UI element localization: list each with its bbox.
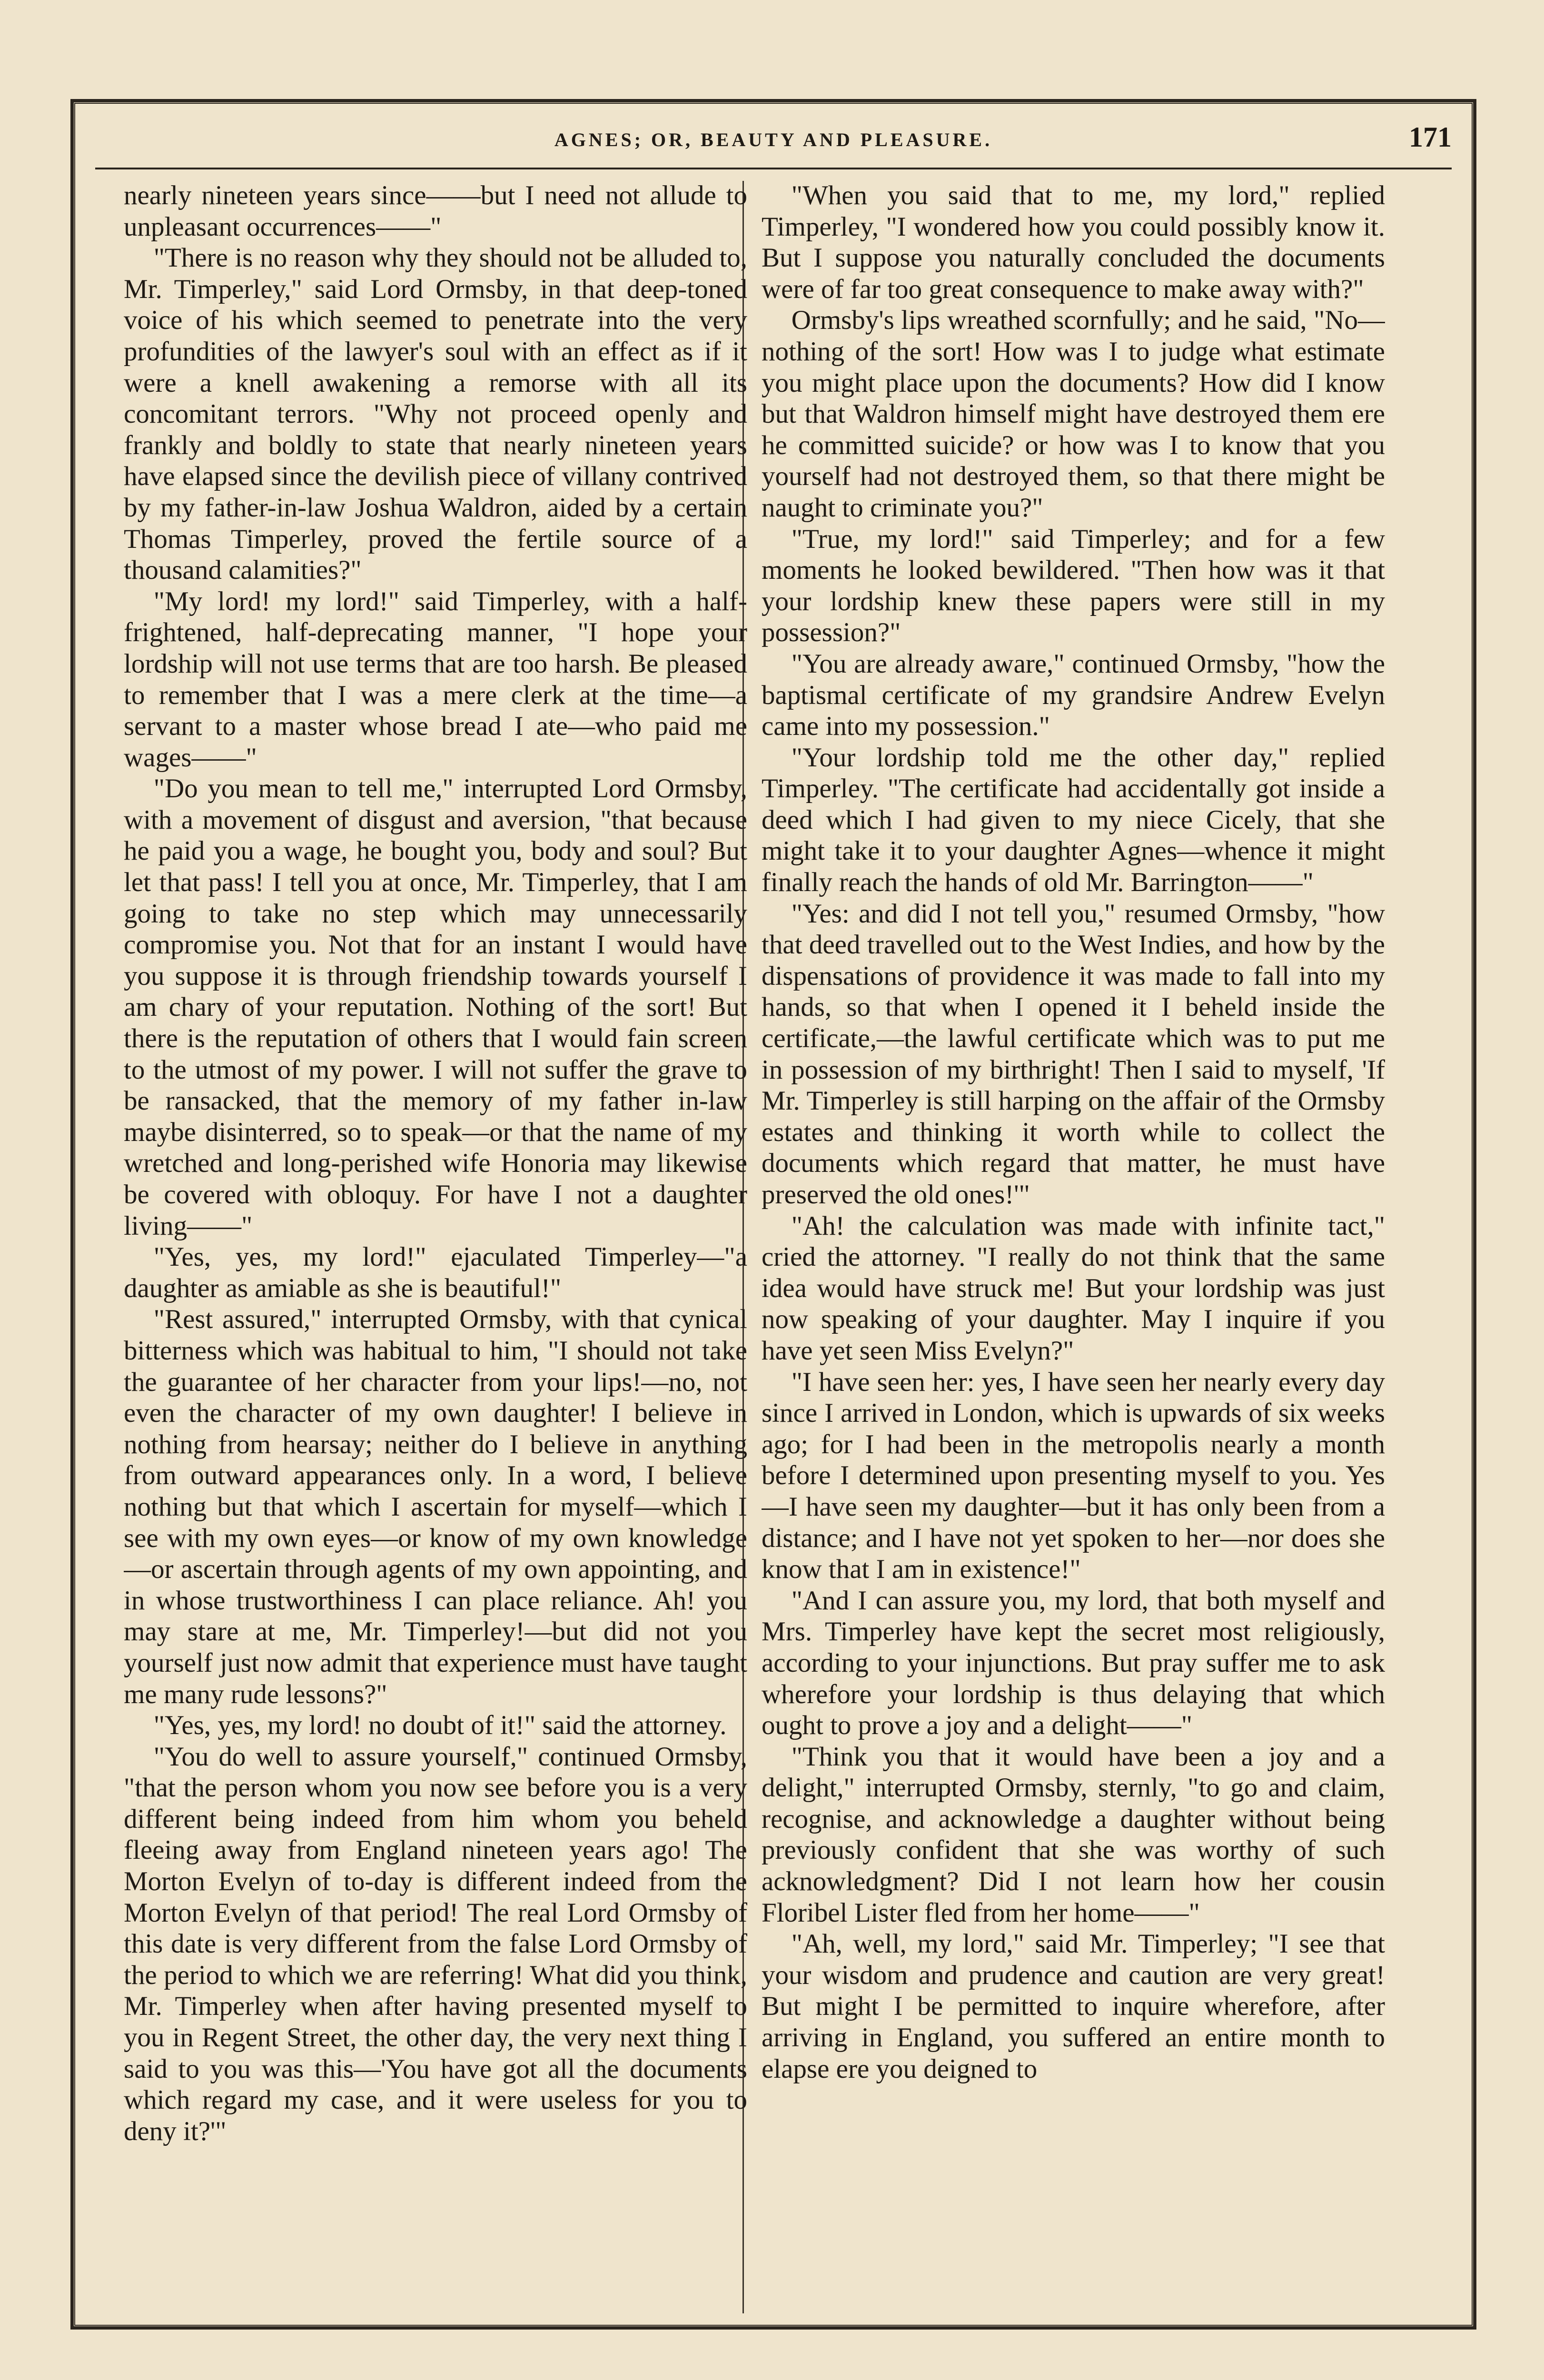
paragraph: "When you said that to me, my lord," replied Timperley, "I wondered how you could possibly know it. But I suppose you naturally concluded the documents were of far too great consequence to make away with?" xyxy=(762,180,1385,304)
running-title: AGNES; OR, BEAUTY AND PLEASURE. xyxy=(554,129,993,150)
paragraph: "You are already aware," continued Ormsby, "how the baptismal certificate of my grandsire Andrew Evelyn came into my possession." xyxy=(762,648,1385,742)
right-column xyxy=(762,180,1385,2322)
paragraph: "Yes, yes, my lord!" ejaculated Timperley—"a daughter as amiable as she is beautiful!" xyxy=(124,1242,747,1303)
running-header xyxy=(95,119,1452,162)
paragraph: nearly nineteen years since——but I need not allude to unpleasant occurrences——" xyxy=(124,180,747,242)
page-number: 171 xyxy=(1409,121,1452,153)
paragraph: "Ah! the calculation was made with infinite tact," cried the attorney. "I really do not think that the same idea would have struck me! But your lordship was just now speaking of your daughter. May I inquire if you have yet seen Miss Evelyn?" xyxy=(762,1210,1385,1366)
paragraph: "My lord! my lord!" said Timperley, with a half-frightened, half-deprecating manner, "I hope your lordship will not use terms that are too harsh. Be pleased to remember that I was a mere clerk at the time—a servant to a master whose bread I ate—who paid me wages——" xyxy=(124,586,747,773)
paragraph: "You do well to assure yourself," continued Ormsby, "that the person whom you now see before you is a very different being indeed from him whom you beheld fleeing away from England nineteen years ago! The Morton Evelyn of to-day is different indeed from the Morton Evelyn of that period! The real Lord Ormsby of this date is very different from the false Lord Ormsby of the period to which we are referring! What did you think, Mr. Timperley when after having presented myself to you in Regent Street, the other day, the very next thing I said to you was this—'You have got all the documents which regard my case, and it were useless for you to deny it?'" xyxy=(124,1741,747,2146)
paragraph: "Yes: and did I not tell you," resumed Ormsby, "how that deed travelled out to the West Indies, and how by the dispensations of providence it was made to fall into my hands, so that when I opened it I beheld inside the certificate,—the lawful certificate which was to put me in possession of my birthright! Then I said to myself, 'If Mr. Timperley is still harping on the affair of the Ormsby estates and thinking it worth while to collect the documents which regard that matter, he must have preserved the old ones!'" xyxy=(762,898,1385,1210)
header-rule xyxy=(95,168,1452,169)
paragraph: "True, my lord!" said Timperley; and for a few moments he looked bewildered. "Then how was it that your lordship knew these papers were still in my possession?" xyxy=(762,524,1385,648)
paragraph: "And I can assure you, my lord, that both myself and Mrs. Timperley have kept the secret most religiously, according to your injunctions. But pray suffer me to ask wherefore your lordship is thus delaying that which ought to prove a joy and a delight——" xyxy=(762,1585,1385,1741)
paragraph: "Rest assured," interrupted Ormsby, with that cynical bitterness which was habitual to him, "I should not take the guarantee of her character from your lips!—no, not even the character of my own daughter! I believe in nothing from hearsay; neither do I believe in anything from outward appearances only. In a word, I believe nothing but that which I ascertain for myself—which I see with my own eyes—or know of my own knowledge—or ascertain through agents of my own appointing, and in whose trustworthiness I can place reliance. Ah! you may stare at me, Mr. Timperley!—but did not you yourself just now admit that experience must have taught me many rude lessons?" xyxy=(124,1304,747,1709)
paragraph: "I have seen her: yes, I have seen her nearly every day since I arrived in London, which is upwards of six weeks ago; for I had been in the metropolis nearly a month before I determined upon presenting myself to you. Yes—I have seen my daughter—but it has only been from a distance; and I have not yet spoken to her—nor does she know that I am in existence!" xyxy=(762,1367,1385,1585)
left-column xyxy=(124,180,747,2322)
paragraph: "Yes, yes, my lord! no doubt of it!" said the attorney. xyxy=(153,1710,727,1741)
paragraph: "There is no reason why they should not be alluded to, Mr. Timperley," said Lord Ormsby, in that deep-toned voice of his which seemed to penetrate into the very profundities of the lawyer's soul with an effect as if it were a knell awakening a remorse with all its concomitant terrors. "Why not proceed openly and frankly and boldly to state that nearly nineteen years have elapsed since the devilish piece of villany contrived by my father-in-law Joshua Waldron, aided by a certain Thomas Timperley, proved the fertile source of a thousand calamities?" xyxy=(124,243,747,585)
paragraph: "Ah, well, my lord," said Mr. Timperley; "I see that your wisdom and prudence and caution are very great! But might I be permitted to inquire wherefore, after arriving in England, you suffered an entire month to elapse ere you deigned to xyxy=(762,1929,1385,2084)
paragraph: "Think you that it would have been a joy and a delight," interrupted Ormsby, sternly, "to go and claim, recognise, and acknowledge a daughter without being previously confident that she was worthy of such acknowledgment? Did I not learn how her cousin Floribel Lister fled from her home——" xyxy=(762,1741,1385,1928)
paragraph: "Your lordship told me the other day," replied Timperley. "The certificate had accidentally got inside a deed which I had given to my niece Cicely, that she might take it to your daughter Agnes—whence it might finally reach the hands of old Mr. Barrington——" xyxy=(762,742,1385,898)
paragraph: "Do you mean to tell me," interrupted Lord Ormsby, with a movement of disgust and aversion, "that because he paid you a wage, he bought you, body and soul? But let that pass! I tell you at once, Mr. Timperley, that I am going to take no step which may unnecessarily compromise you. Not that for an instant I would have you suppose it is through friendship towards yourself I am chary of your reputation. Nothing of the sort! But there is the reputation of others that I would fain screen to the utmost of my power. I will not suffer the grave to be ransacked, that the memory of my father in-law maybe disinterred, so to speak—or that the name of my wretched and long-perished wife Honoria may likewise be covered with obloquy. For have I not a daughter living——" xyxy=(124,774,747,1241)
paragraph: Ormsby's lips wreathed scornfully; and he said, "No—nothing of the sort! How was I to judge what estimate you might place upon the documents? How did I know but that Waldron himself might have destroyed them ere he committed suicide? or how was I to know that you yourself had not destroyed them, so that there might be naught to criminate you?" xyxy=(762,305,1385,523)
